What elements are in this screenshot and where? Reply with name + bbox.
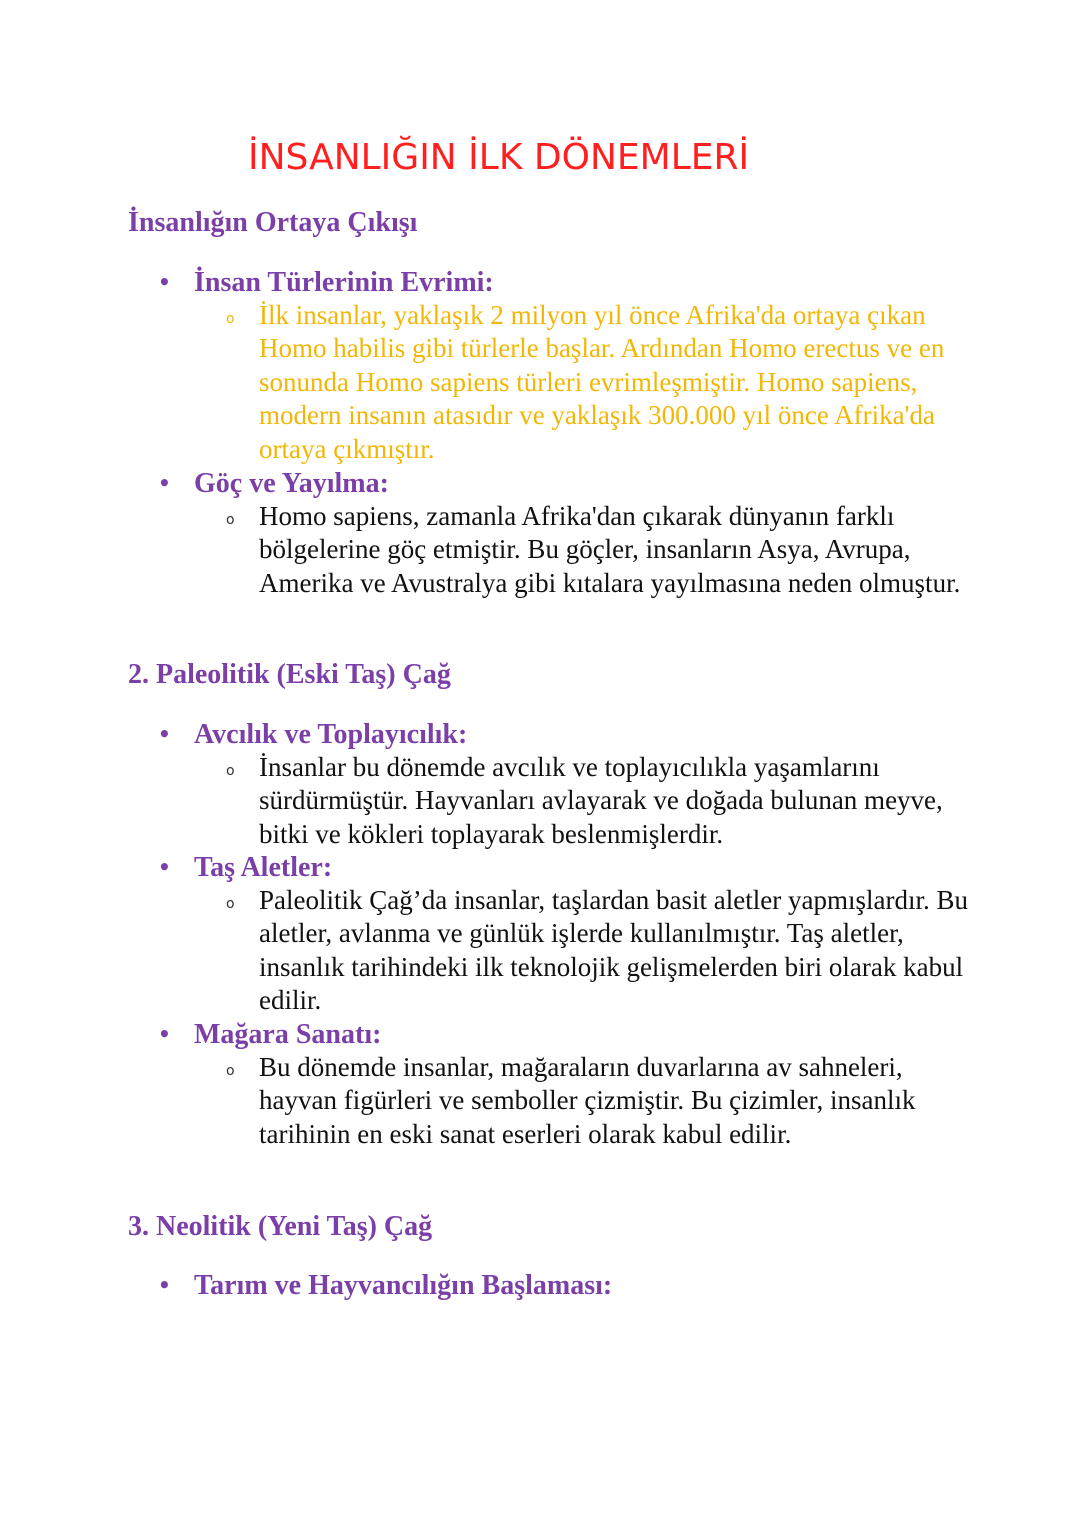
bullet-migration <box>158 467 978 600</box>
bullet-cave-art <box>158 1018 978 1151</box>
hollow-circle-icon: o <box>226 311 235 327</box>
bullet-hunting-gathering <box>158 718 978 851</box>
sub-item <box>158 299 978 466</box>
section-heading-neolithic: 3. Neolitik (Yeni Taş) Çağ <box>128 1211 433 1242</box>
bullet-heading-text: Göç ve Yayılma: <box>194 468 389 499</box>
section-heading-origin: İnsanlığın Ortaya Çıkışı <box>128 207 418 238</box>
bullet-dot-icon: • <box>158 1273 171 1297</box>
bullet-heading-text: İnsan Türlerinin Evrimi: <box>194 267 494 298</box>
hollow-circle-icon: o <box>226 512 235 528</box>
bullet-heading <box>158 1018 978 1051</box>
hollow-circle-icon: o <box>226 896 235 912</box>
sub-item <box>158 751 978 851</box>
page-title: İNSANLIĞIN İLK DÖNEMLERİ <box>248 137 750 178</box>
bullet-dot-icon: • <box>158 471 171 495</box>
bullet-heading <box>158 851 978 884</box>
bullet-heading-text: Taş Aletler: <box>194 852 333 883</box>
bullet-dot-icon: • <box>158 722 171 746</box>
sub-item <box>158 1051 978 1151</box>
sub-item-text: Homo sapiens, zamanla Afrika'dan çıkarak dünyanın farklı bölgelerine göç etmiştir. Bu göçler, insanların Asya, Avrupa, Amerika ve Avustralya gibi kıtalara yayılmasına neden olmuştur. <box>259 501 961 598</box>
sub-item-text: İnsanlar bu dönemde avcılık ve toplayıcılıkla yaşamlarını sürdürmüştür. Hayvanları avlayarak ve doğada bulunan meyve, bitki ve kökleri toplayarak beslenmişlerdir. <box>259 752 943 849</box>
sub-item <box>158 500 978 600</box>
bullet-stone-tools <box>158 851 978 1018</box>
bullet-heading <box>158 467 978 500</box>
sub-item-text: Bu dönemde insanlar, mağaraların duvarlarına av sahneleri, hayvan figürleri ve semboller çizmiştir. Bu çizimler, insanlık tarihinin en eski sanat eserleri olarak kabul edilir. <box>259 1052 916 1149</box>
sub-item-text: Paleolitik Çağ’da insanlar, taşlardan basit aletler yapmışlardır. Bu aletler, avlanma ve günlük işlerde kullanılmıştır. Taş aletler, insanlık tarihindeki ilk teknolojik gelişmelerden biri olarak kabul edilir. <box>259 885 968 1016</box>
hollow-circle-icon: o <box>226 763 235 779</box>
bullet-agriculture <box>158 1269 978 1302</box>
section-heading-paleolithic: 2. Paleolitik (Eski Taş) Çağ <box>128 659 451 690</box>
bullet-heading <box>158 266 978 299</box>
sub-item-text: İlk insanlar, yaklaşık 2 milyon yıl önce Afrika'da ortaya çıkan Homo habilis gibi türlerle başlar. Ardından Homo erectus ve en sonunda Homo sapiens türleri evrimleşmiştir. Homo sapiens, modern insanın atasıdır ve yaklaşık 300.000 yıl önce Afrika'da ortaya çıkmıştır. <box>259 300 945 464</box>
bullet-dot-icon: • <box>158 1022 171 1046</box>
hollow-circle-icon: o <box>226 1063 235 1079</box>
bullet-heading <box>158 718 978 751</box>
bullet-dot-icon: • <box>158 855 171 879</box>
bullet-heading <box>158 1269 978 1302</box>
sub-item <box>158 884 978 1018</box>
bullet-dot-icon: • <box>158 270 171 294</box>
bullet-heading-text: Avcılık ve Toplayıcılık: <box>194 719 468 750</box>
bullet-heading-text: Tarım ve Hayvancılığın Başlaması: <box>194 1270 613 1301</box>
bullet-heading-text: Mağara Sanatı: <box>194 1019 382 1050</box>
bullet-human-evolution <box>158 266 978 466</box>
